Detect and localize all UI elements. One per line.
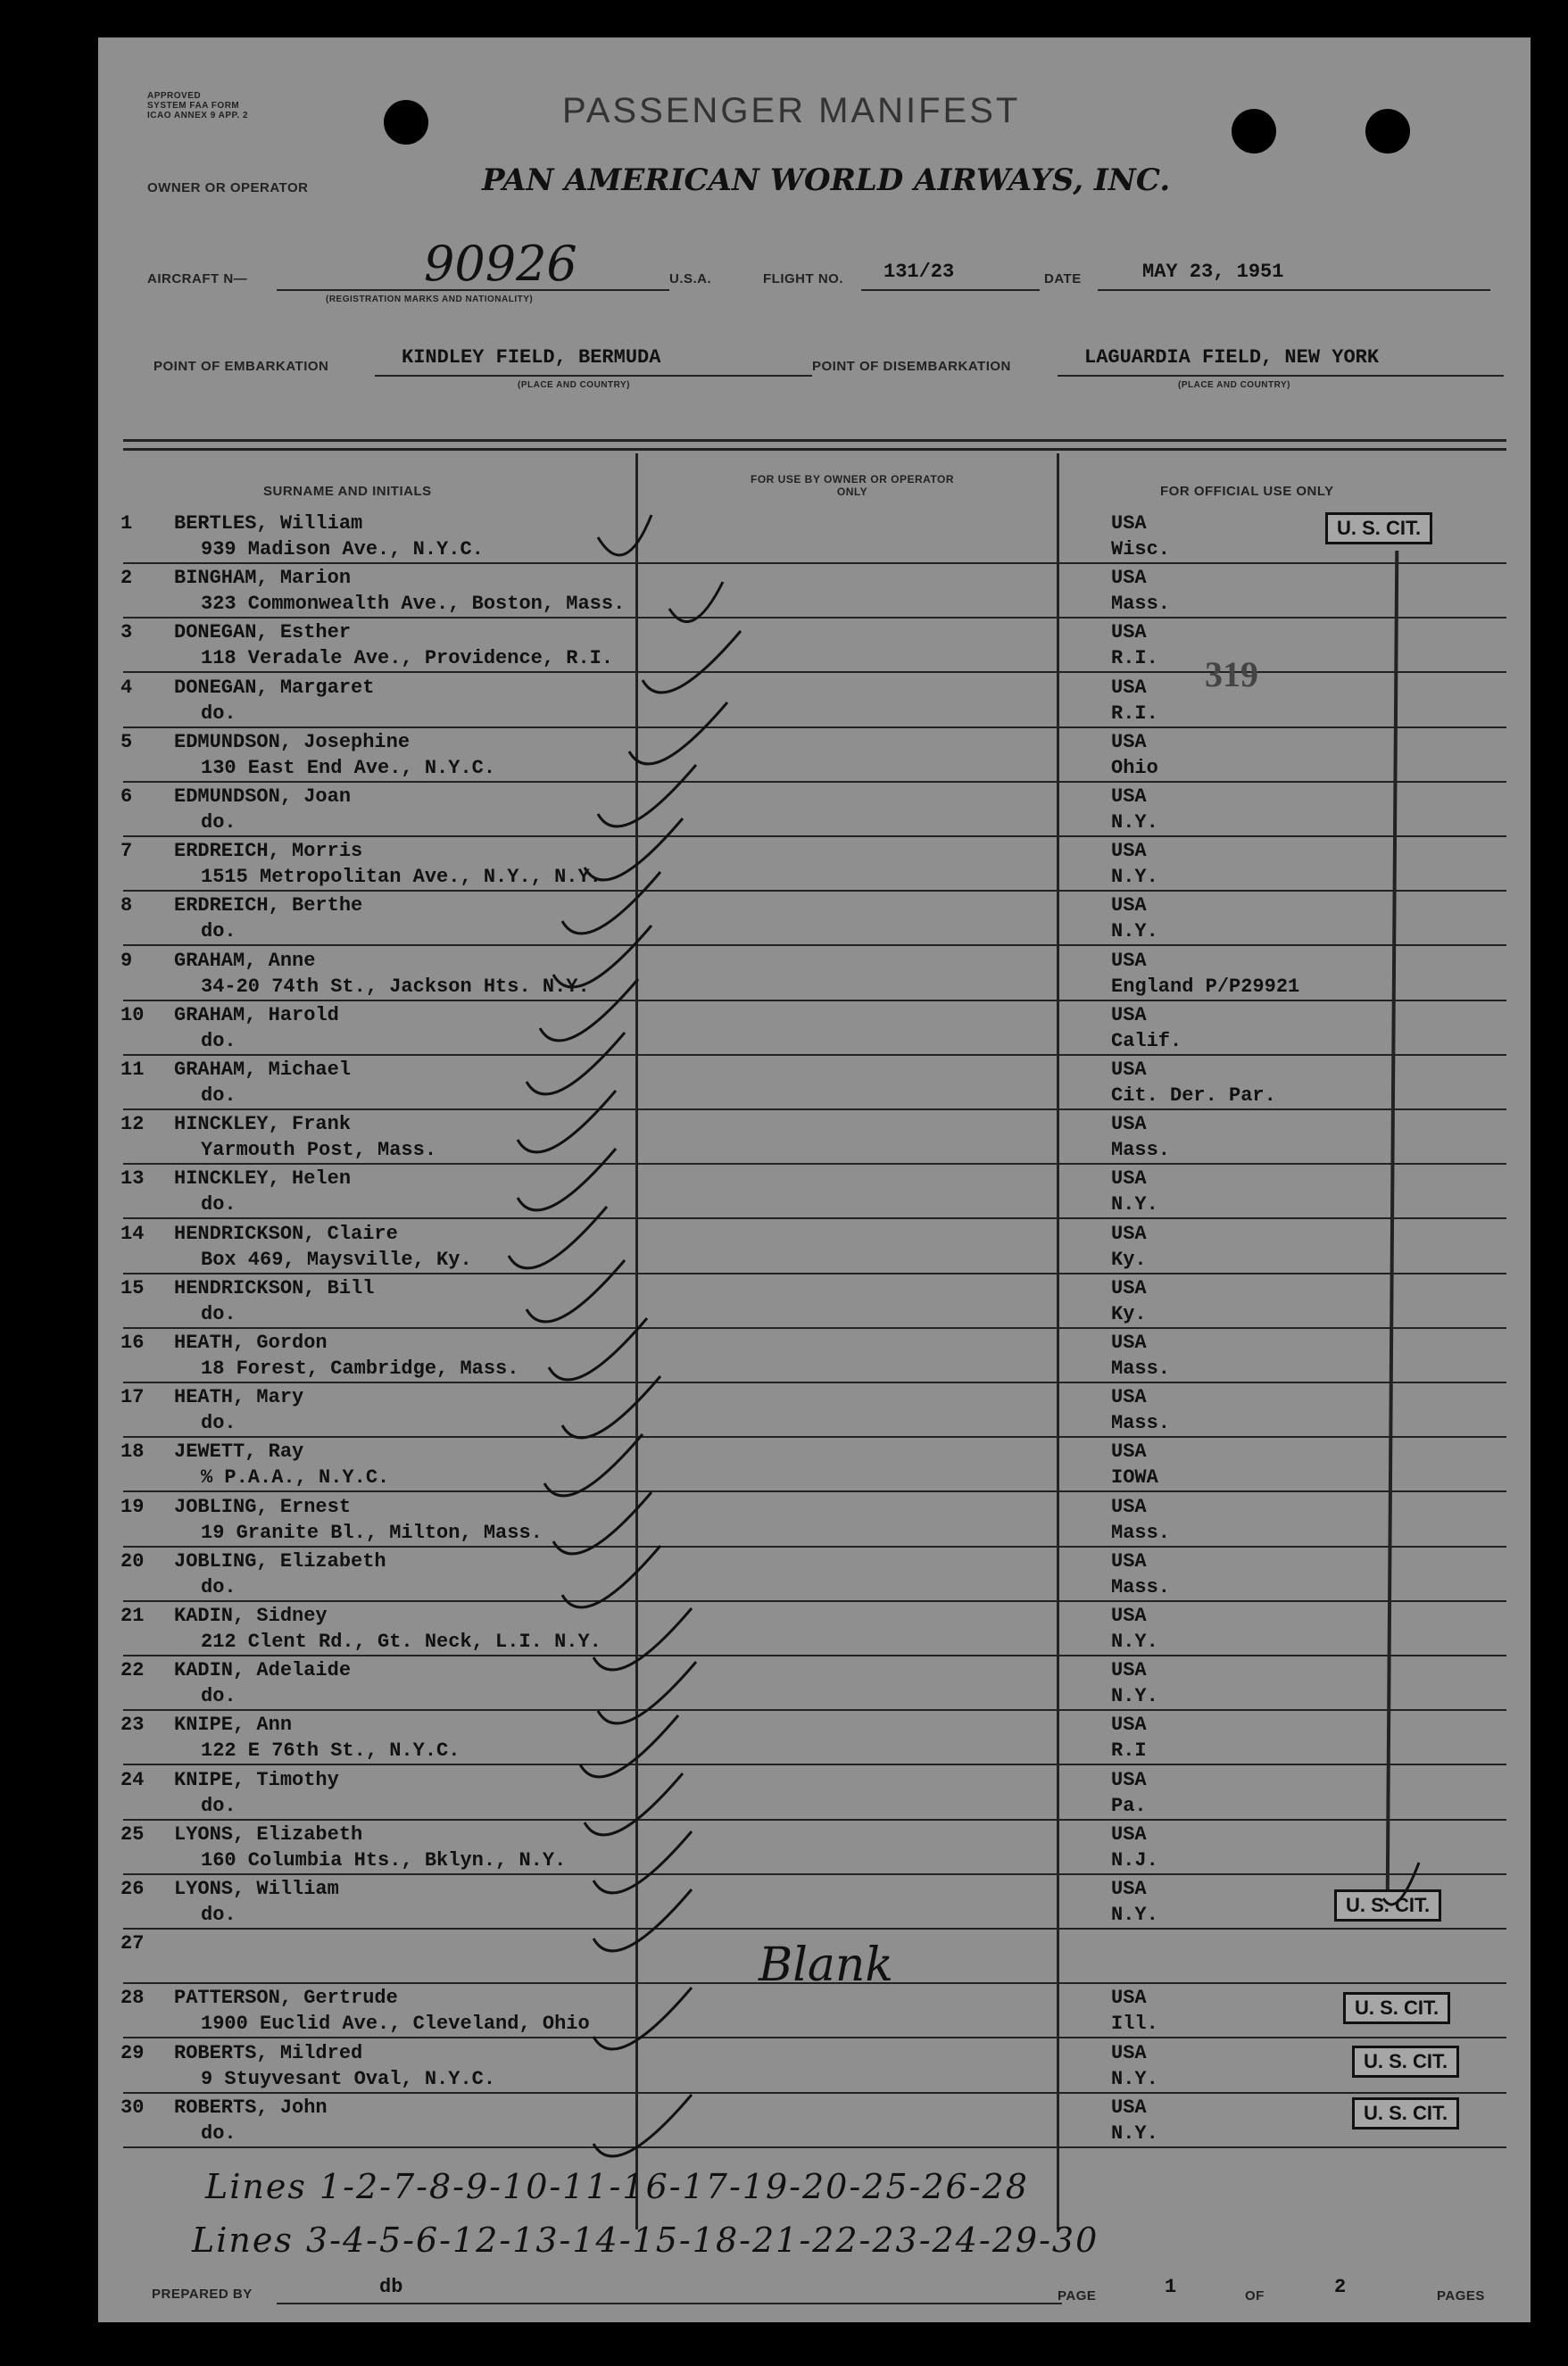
passenger-name: DONEGAN, Margaret — [174, 677, 375, 699]
residence: Ky. — [1111, 1249, 1147, 1271]
prepared-label: PREPARED BY — [152, 2287, 253, 2302]
approval-line: APPROVED — [147, 91, 202, 101]
approval-line: SYSTEM FAA FORM — [147, 101, 240, 111]
passenger-address: 323 Commonwealth Ave., Boston, Mass. — [201, 593, 626, 615]
row-number: 20 — [120, 1550, 145, 1573]
disembark-label: POINT OF DISEMBARKATION — [812, 359, 1011, 374]
passenger-address: do. — [201, 1303, 236, 1325]
row-number: 11 — [120, 1058, 145, 1081]
nationality: USA — [1111, 2096, 1147, 2119]
page-title: PASSENGER MANIFEST — [562, 91, 1021, 130]
passenger-address: do. — [201, 1193, 236, 1216]
row-number: 22 — [120, 1659, 145, 1681]
col-surname-header: SURNAME AND INITIALS — [263, 484, 432, 499]
passenger-name: HENDRICKSON, Claire — [174, 1223, 398, 1245]
passenger-name: JEWETT, Ray — [174, 1440, 304, 1463]
residence: Calif. — [1111, 1030, 1182, 1052]
date-value: MAY 23, 1951 — [1142, 261, 1284, 283]
passenger-name: DONEGAN, Esther — [174, 621, 352, 643]
us-cit-stamp-top: U. S. CIT. — [1325, 512, 1432, 544]
manifest-sheet — [98, 37, 1531, 2322]
passenger-name: JOBLING, Elizabeth — [174, 1550, 386, 1573]
of-value: 2 — [1334, 2276, 1347, 2298]
passenger-address: do. — [201, 1795, 236, 1817]
residence: Mass. — [1111, 593, 1171, 615]
nationality: USA — [1111, 1659, 1147, 1681]
row-number: 6 — [120, 785, 133, 808]
passenger-address: % P.A.A., N.Y.C. — [201, 1466, 390, 1489]
passenger-address: do. — [201, 1412, 236, 1434]
passenger-name: HENDRICKSON, Bill — [174, 1277, 375, 1299]
passenger-address: Box 469, Maysville, Ky. — [201, 1249, 472, 1271]
nationality: USA — [1111, 677, 1147, 699]
row-number: 4 — [120, 677, 133, 699]
date-label: DATE — [1044, 271, 1082, 286]
aircraft-value: 90926 — [424, 236, 577, 292]
passenger-name: KADIN, Sidney — [174, 1605, 328, 1627]
mark-319: 319 — [1205, 654, 1258, 694]
nationality: USA — [1111, 950, 1147, 972]
passenger-address: 34-20 74th St., Jackson Hts. N.Y. — [201, 975, 590, 998]
row-number: 17 — [120, 1386, 145, 1408]
row-number: 16 — [120, 1332, 145, 1354]
disembark-value: LAGUARDIA FIELD, NEW YORK — [1084, 346, 1380, 369]
nationality: USA — [1111, 1550, 1147, 1573]
nationality: USA — [1111, 1714, 1147, 1736]
nationality: USA — [1111, 1769, 1147, 1791]
passenger-name: LYONS, William — [174, 1878, 339, 1900]
blank-note: Blank — [759, 1938, 893, 1992]
residence: R.I. — [1111, 647, 1158, 669]
row-number: 14 — [120, 1223, 145, 1245]
nationality: USA — [1111, 785, 1147, 808]
passenger-name: KADIN, Adelaide — [174, 1659, 352, 1681]
residence: N.J. — [1111, 1849, 1158, 1872]
of-label: OF — [1245, 2288, 1265, 2304]
passenger-name: HEATH, Mary — [174, 1386, 304, 1408]
passenger-name: JOBLING, Ernest — [174, 1496, 352, 1518]
aircraft-sub: (REGISTRATION MARKS AND NATIONALITY) — [326, 295, 534, 304]
passenger-name: ROBERTS, Mildred — [174, 2042, 363, 2064]
nationality: USA — [1111, 1113, 1147, 1135]
nationality: USA — [1111, 567, 1147, 589]
approval-line: ICAO ANNEX 9 APP. 2 — [147, 111, 249, 120]
usa-label: U.S.A. — [669, 271, 712, 286]
passenger-name: ERDREICH, Berthe — [174, 894, 363, 917]
passenger-address: 939 Madison Ave., N.Y.C. — [201, 538, 484, 560]
passenger-name: KNIPE, Ann — [174, 1714, 293, 1736]
nationality: USA — [1111, 1058, 1147, 1081]
nationality: USA — [1111, 1223, 1147, 1245]
hand-summary-2: Lines 3-4-5-6-12-13-14-15-18-21-22-23-24-29-30 — [192, 2221, 1099, 2260]
residence: N.Y. — [1111, 811, 1158, 834]
airline-name: PAN AMERICAN WORLD AIRWAYS, INC. — [482, 162, 1171, 198]
row-number: 29 — [120, 2042, 145, 2064]
row-number: 23 — [120, 1714, 145, 1736]
passenger-address: 122 E 76th St., N.Y.C. — [201, 1739, 460, 1762]
nationality: USA — [1111, 621, 1147, 643]
residence: Wisc. — [1111, 538, 1171, 560]
residence: Mass. — [1111, 1139, 1171, 1161]
us-cit-stamp-26: U. S. CIT. — [1334, 1889, 1441, 1922]
passenger-address: do. — [201, 1904, 236, 1926]
residence: N.Y. — [1111, 2122, 1158, 2145]
passenger-name: EDMUNDSON, Josephine — [174, 731, 411, 753]
passenger-name: HEATH, Gordon — [174, 1332, 328, 1354]
residence: N.Y. — [1111, 1631, 1158, 1653]
prepared-line — [277, 2303, 1062, 2304]
row-number: 21 — [120, 1605, 145, 1627]
residence: Ill. — [1111, 2013, 1158, 2035]
check-marks — [98, 37, 1531, 2322]
page-label: PAGE — [1058, 2288, 1097, 2304]
residence: Ohio — [1111, 757, 1158, 779]
nationality: USA — [1111, 1605, 1147, 1627]
residence: Pa. — [1111, 1795, 1147, 1817]
page-value: 1 — [1165, 2276, 1177, 2298]
residence: N.Y. — [1111, 2068, 1158, 2090]
nationality: USA — [1111, 512, 1147, 535]
residence: England P/P29921 — [1111, 975, 1300, 998]
residence: Cit. Der. Par. — [1111, 1084, 1276, 1107]
nationality: USA — [1111, 1440, 1147, 1463]
row-number: 5 — [120, 731, 133, 753]
nationality: USA — [1111, 1277, 1147, 1299]
passenger-address: 212 Clent Rd., Gt. Neck, L.I. N.Y. — [201, 1631, 601, 1653]
nationality: USA — [1111, 2042, 1147, 2064]
passenger-name: GRAHAM, Anne — [174, 950, 316, 972]
passenger-address: Yarmouth Post, Mass. — [201, 1139, 437, 1161]
nationality: USA — [1111, 1004, 1147, 1026]
us-cit-stamp-30: U. S. CIT. — [1352, 2097, 1459, 2129]
row-number: 15 — [120, 1277, 145, 1299]
nationality: USA — [1111, 894, 1147, 917]
passenger-name: HINCKLEY, Frank — [174, 1113, 352, 1135]
passenger-address: do. — [201, 1030, 236, 1052]
row-number: 3 — [120, 621, 133, 643]
passenger-address: 160 Columbia Hts., Bklyn., N.Y. — [201, 1849, 567, 1872]
disembark-sub: (PLACE AND COUNTRY) — [1178, 380, 1290, 390]
nationality: USA — [1111, 1332, 1147, 1354]
embark-label: POINT OF EMBARKATION — [153, 359, 329, 374]
passenger-name: ERDREICH, Morris — [174, 840, 363, 862]
residence: Mass. — [1111, 1357, 1171, 1380]
passenger-address: do. — [201, 1576, 236, 1598]
col-owner-header: FOR USE BY OWNER OR OPERATOR ONLY — [750, 473, 955, 498]
passenger-address: 1900 Euclid Ave., Cleveland, Ohio — [201, 2013, 590, 2035]
passenger-address: do. — [201, 1685, 236, 1707]
nationality: USA — [1111, 840, 1147, 862]
row-number: 30 — [120, 2096, 145, 2119]
row-number: 24 — [120, 1769, 145, 1791]
row-number: 2 — [120, 567, 133, 589]
residence: N.Y. — [1111, 866, 1158, 888]
row-number: 18 — [120, 1440, 145, 1463]
nationality: USA — [1111, 1823, 1147, 1846]
residence: R.I. — [1111, 702, 1158, 725]
row-number: 9 — [120, 950, 133, 972]
row-number: 8 — [120, 894, 133, 917]
residence: N.Y. — [1111, 1193, 1158, 1216]
nationality: USA — [1111, 1496, 1147, 1518]
flight-label: FLIGHT NO. — [763, 271, 843, 286]
prepared-value: db — [379, 2276, 403, 2298]
residence: N.Y. — [1111, 920, 1158, 942]
residence: Ky. — [1111, 1303, 1147, 1325]
row-number: 13 — [120, 1167, 145, 1190]
passenger-name: HINCKLEY, Helen — [174, 1167, 352, 1190]
nationality: USA — [1111, 731, 1147, 753]
nationality: USA — [1111, 1878, 1147, 1900]
passenger-name: PATTERSON, Gertrude — [174, 1987, 398, 2009]
aircraft-label: AIRCRAFT N— — [147, 271, 248, 286]
col-official-header: FOR OFFICIAL USE ONLY — [1160, 484, 1334, 499]
passenger-address: 19 Granite Bl., Milton, Mass. — [201, 1522, 543, 1544]
passenger-address: do. — [201, 702, 236, 725]
passenger-address: do. — [201, 1084, 236, 1107]
row-number: 7 — [120, 840, 133, 862]
owner-label: OWNER OR OPERATOR — [147, 180, 309, 195]
residence: Mass. — [1111, 1522, 1171, 1544]
nationality: USA — [1111, 1987, 1147, 2009]
row-number: 28 — [120, 1987, 145, 2009]
passenger-address: 118 Veradale Ave., Providence, R.I. — [201, 647, 614, 669]
row-number: 1 — [120, 512, 133, 535]
passenger-address: 130 East End Ave., N.Y.C. — [201, 757, 496, 779]
embark-value: KINDLEY FIELD, BERMUDA — [402, 346, 661, 369]
residence: N.Y. — [1111, 1904, 1158, 1926]
passenger-name: BINGHAM, Marion — [174, 567, 352, 589]
us-cit-stamp-29: U. S. CIT. — [1352, 2046, 1459, 2078]
nationality: USA — [1111, 1386, 1147, 1408]
passenger-name: GRAHAM, Michael — [174, 1058, 352, 1081]
passenger-name: LYONS, Elizabeth — [174, 1823, 363, 1846]
passenger-name: ROBERTS, John — [174, 2096, 328, 2119]
row-number: 19 — [120, 1496, 145, 1518]
passenger-name: EDMUNDSON, Joan — [174, 785, 352, 808]
flight-value: 131/23 — [884, 261, 955, 283]
residence: Mass. — [1111, 1412, 1171, 1434]
row-number: 27 — [120, 1932, 145, 1955]
residence: Mass. — [1111, 1576, 1171, 1598]
row-number: 10 — [120, 1004, 145, 1026]
passenger-address: 1515 Metropolitan Ave., N.Y., N.Y. — [201, 866, 601, 888]
residence: R.I — [1111, 1739, 1147, 1762]
residence: IOWA — [1111, 1466, 1158, 1489]
passenger-address: do. — [201, 2122, 236, 2145]
row-number: 26 — [120, 1878, 145, 1900]
us-cit-stamp-28: U. S. CIT. — [1343, 1992, 1450, 2024]
passenger-address: 9 Stuyvesant Oval, N.Y.C. — [201, 2068, 496, 2090]
pages-label: PAGES — [1437, 2288, 1485, 2304]
embark-sub: (PLACE AND COUNTRY) — [518, 380, 630, 390]
passenger-address: do. — [201, 811, 236, 834]
residence: N.Y. — [1111, 1685, 1158, 1707]
passenger-name: BERTLES, William — [174, 512, 363, 535]
nationality: USA — [1111, 1167, 1147, 1190]
row-number: 12 — [120, 1113, 145, 1135]
row-number: 25 — [120, 1823, 145, 1846]
passenger-address: 18 Forest, Cambridge, Mass. — [201, 1357, 519, 1380]
passenger-address: do. — [201, 920, 236, 942]
hand-summary-1: Lines 1-2-7-8-9-10-11-16-17-19-20-25-26-28 — [205, 2167, 1029, 2206]
passenger-name: KNIPE, Timothy — [174, 1769, 339, 1791]
passenger-name: GRAHAM, Harold — [174, 1004, 339, 1026]
